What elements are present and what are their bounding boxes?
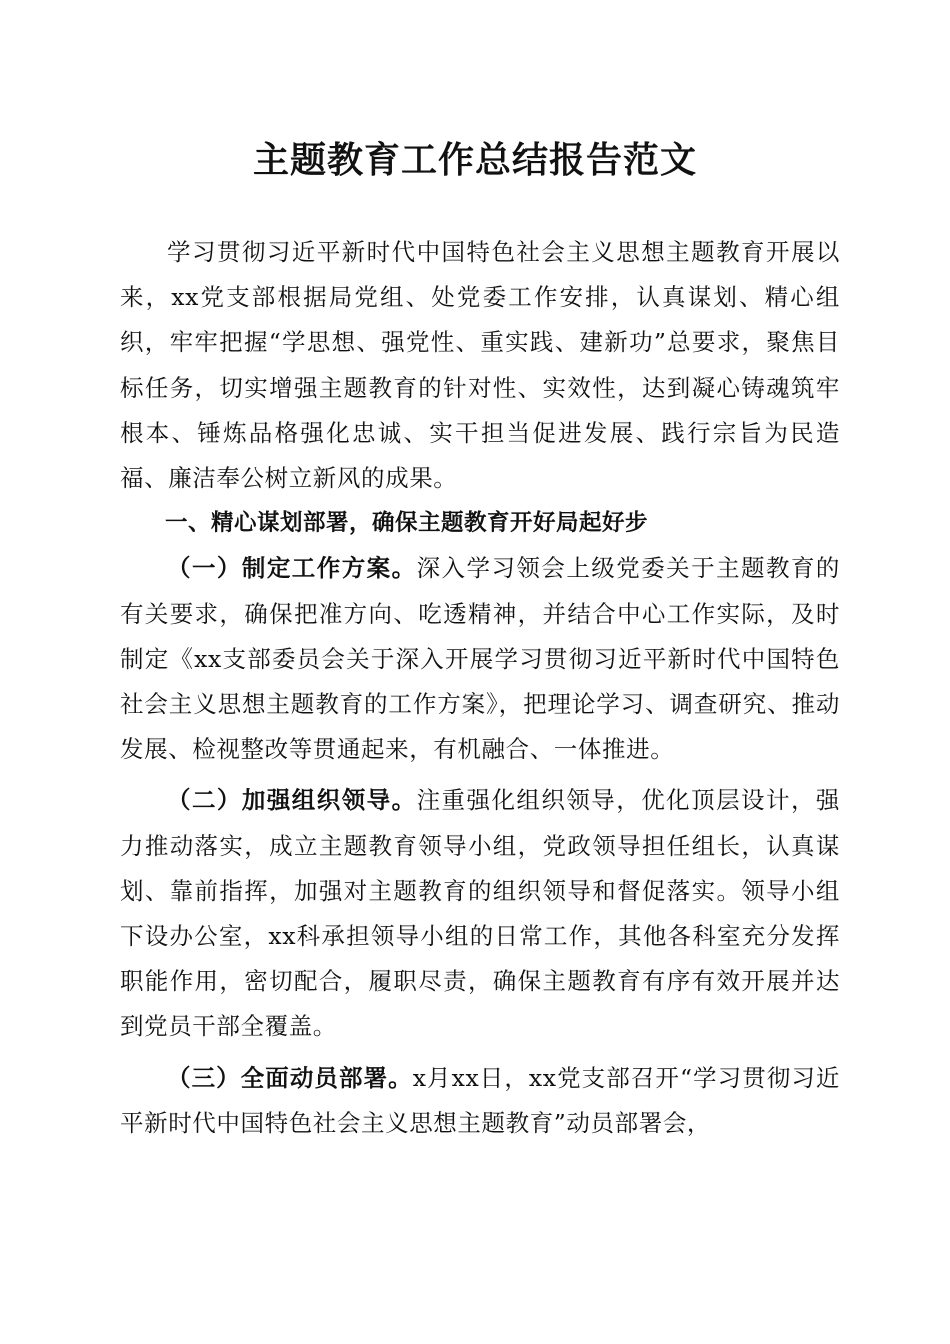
- paragraph-item-3: [120, 1056, 840, 1146]
- item-1-title: （一）制定工作方案。: [167, 554, 417, 583]
- item-1-text: 深入学习领会上级党委关于主题教育的有关要求，确保把准方向、吃透精神，并结合中心工作实际，及时制定《xx支部委员会关于深入开展学习贯彻习近平新时代中国特色社会主义思想主题教育的工作方案》，把理论学习、调查研究、推动发展、检视整改等贯通起来，有机融合、一体推进。: [120, 554, 840, 764]
- paragraph-item-1: [120, 546, 840, 772]
- intro-paragraph: 学习贯彻习近平新时代中国特色社会主义思想主题教育开展以来，xx党支部根据局党组、处党委工作安排，认真谋划、精心组织，牢牢把握“学思想、强党性、重实践、建新功”总要求，聚焦目标任务，切实增强主题教育的针对性、实效性，达到凝心铸魂筑牢根本、锤炼品格强化忠诚、实干担当促进发展、践行宗旨为民造福、廉洁奉公树立新风的成果。: [120, 238, 840, 493]
- section-heading-1: 一、精心谋划部署，确保主题教育开好局起好步: [165, 510, 649, 537]
- paragraph-item-2: [120, 778, 840, 1049]
- document-body: [120, 230, 840, 1146]
- document-title: 主题教育工作总结报告范文: [252, 139, 697, 181]
- item-2-title: （二）加强组织领导。: [167, 786, 417, 815]
- item-3-title: （三）全面动员部署。: [167, 1063, 413, 1092]
- item-2-text: 注重强化组织领导，优化顶层设计，强力推动落实，成立主题教育领导小组，党政领导担任组长，认真谋划、靠前指挥，加强对主题教育的组织领导和督促落实。领导小组下设办公室，xx科承担领导小组的日常工作，其他各科室充分发挥职能作用，密切配合，履职尽责，确保主题教育有序有效开展并达到党员干部全覆盖。: [120, 786, 840, 1041]
- item-3-text: x月xx日，xx党支部召开“学习贯彻习近平新时代中国特色社会主义思想主题教育”动员部署会，: [120, 1063, 841, 1137]
